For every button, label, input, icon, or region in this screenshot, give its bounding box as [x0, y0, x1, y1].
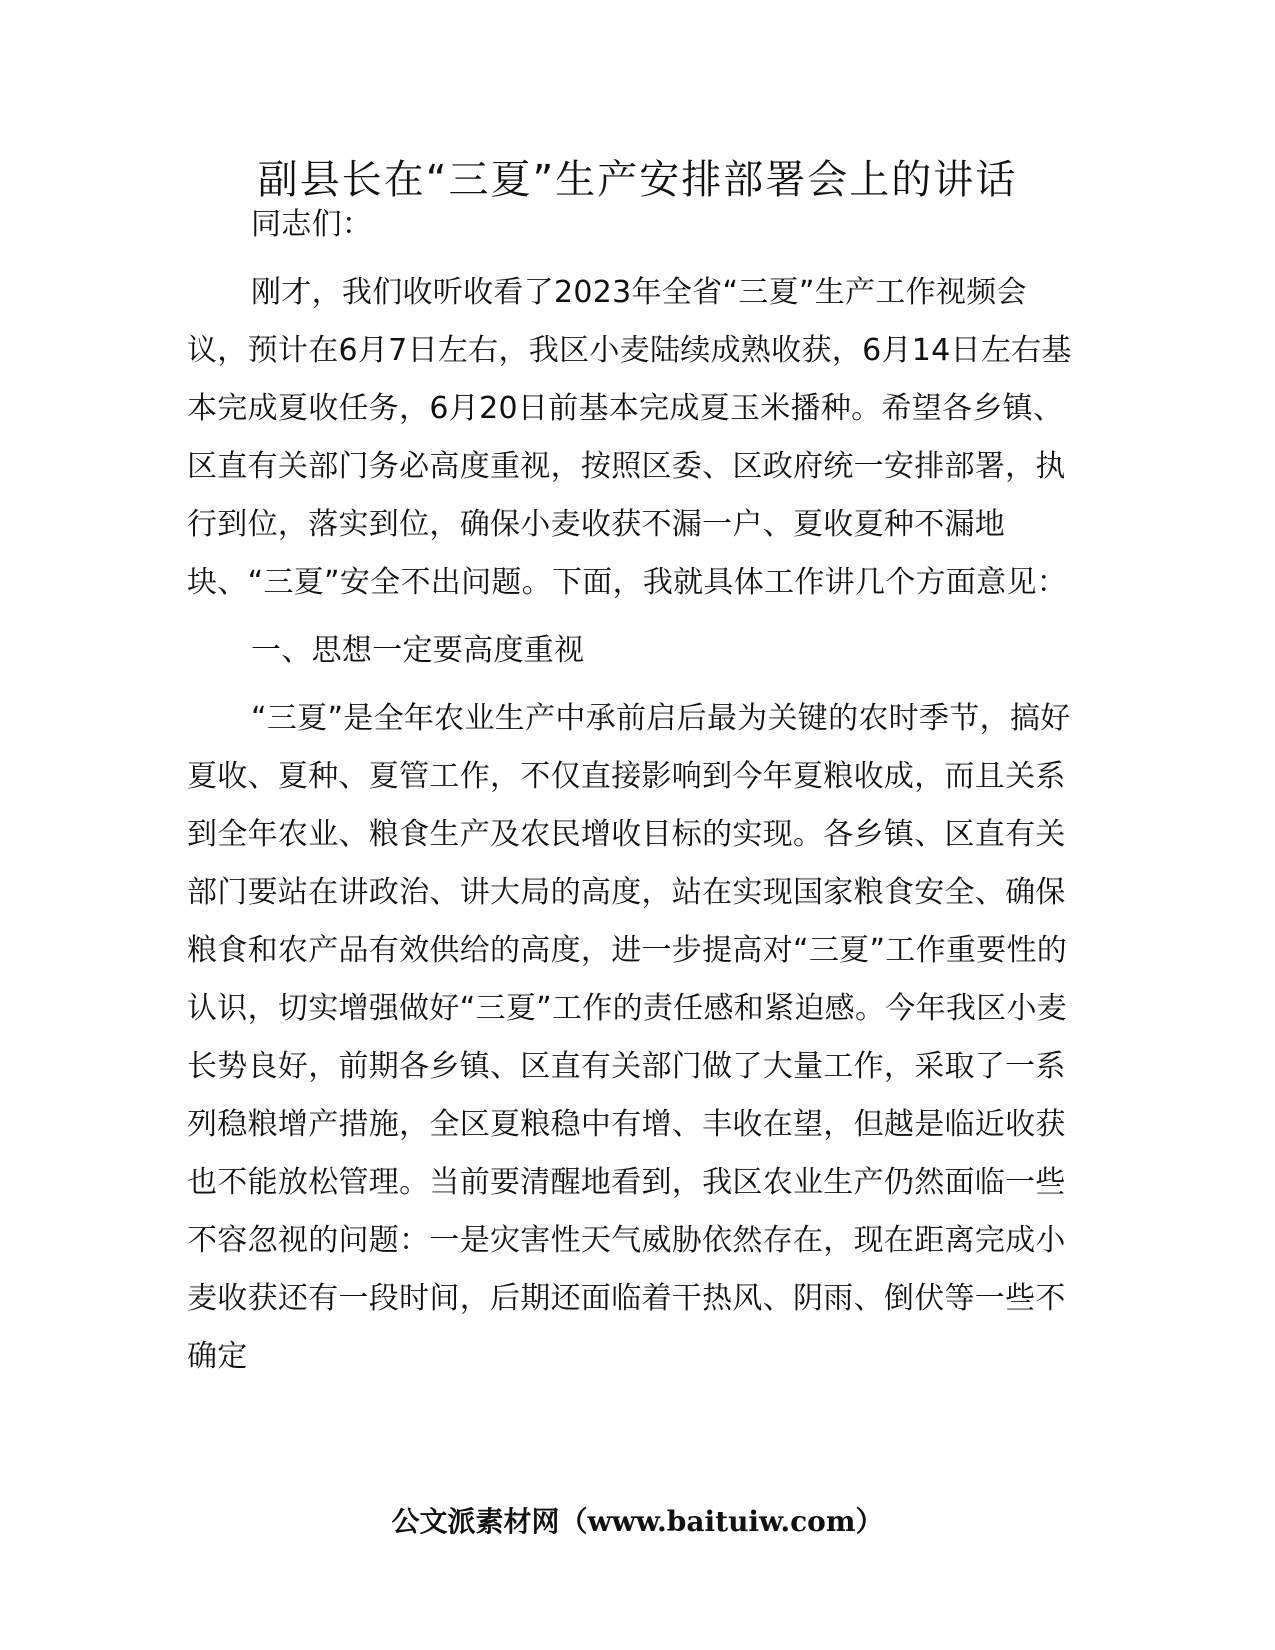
- paragraph-intro: 刚才，我们收听收看了2023年全省“三夏”生产工作视频会议，预计在6月7日左右，我区小麦陆续成熟收获，6月14日左右基本完成夏收任务，6月20日前基本完成夏玉米播种。希望各乡镇、区直有关部门务必高度重视，按照区委、区政府统一安排部署，执行到位，落实到位，确保小麦收获不漏一户、夏收夏种不漏地块、“三夏”安全不出问题。下面，我就具体工作讲几个方面意见：: [187, 275, 1072, 600]
- paragraph-spacer: [187, 680, 1087, 690]
- section-heading-1: 一、思想一定要高度重视: [251, 633, 585, 668]
- document-title: 副县长在“三夏”生产安排部署会上的讲话: [257, 157, 1018, 203]
- paragraph-spacer: [187, 254, 1087, 264]
- salutation: 同志们：: [251, 207, 373, 242]
- footer-watermark: 公文派素材网（www.baituiw.com）: [391, 1505, 884, 1538]
- document-body: [187, 196, 1087, 1386]
- paragraph-section-1: “三夏”是全年农业生产中承前启后最为关键的农时季节，搞好夏收、夏种、夏管工作，不仅直接影响到今年夏粮收成，而且关系到全年农业、粮食生产及农民增收目标的实现。各乡镇、区直有关部门要站在讲政治、讲大局的高度，站在实现国家粮食安全、确保粮食和农产品有效供给的高度，进一步提高对“三夏”工作重要性的认识，切实增强做好“三夏”工作的责任感和紧迫感。今年我区小麦长势良好，前期各乡镇、区直有关部门做了大量工作，采取了一系列稳粮增产措施，全区夏粮稳中有增、丰收在望，但越是临近收获也不能放松管理。当前要清醒地看到，我区农业生产仍然面临一些不容忽视的问题：一是灾害性天气威胁依然存在，现在距离完成小麦收获还有一段时间，后期还面临着干热风、阴雨、倒伏等一些不确定: [187, 701, 1071, 1374]
- paragraph-spacer: [187, 612, 1087, 622]
